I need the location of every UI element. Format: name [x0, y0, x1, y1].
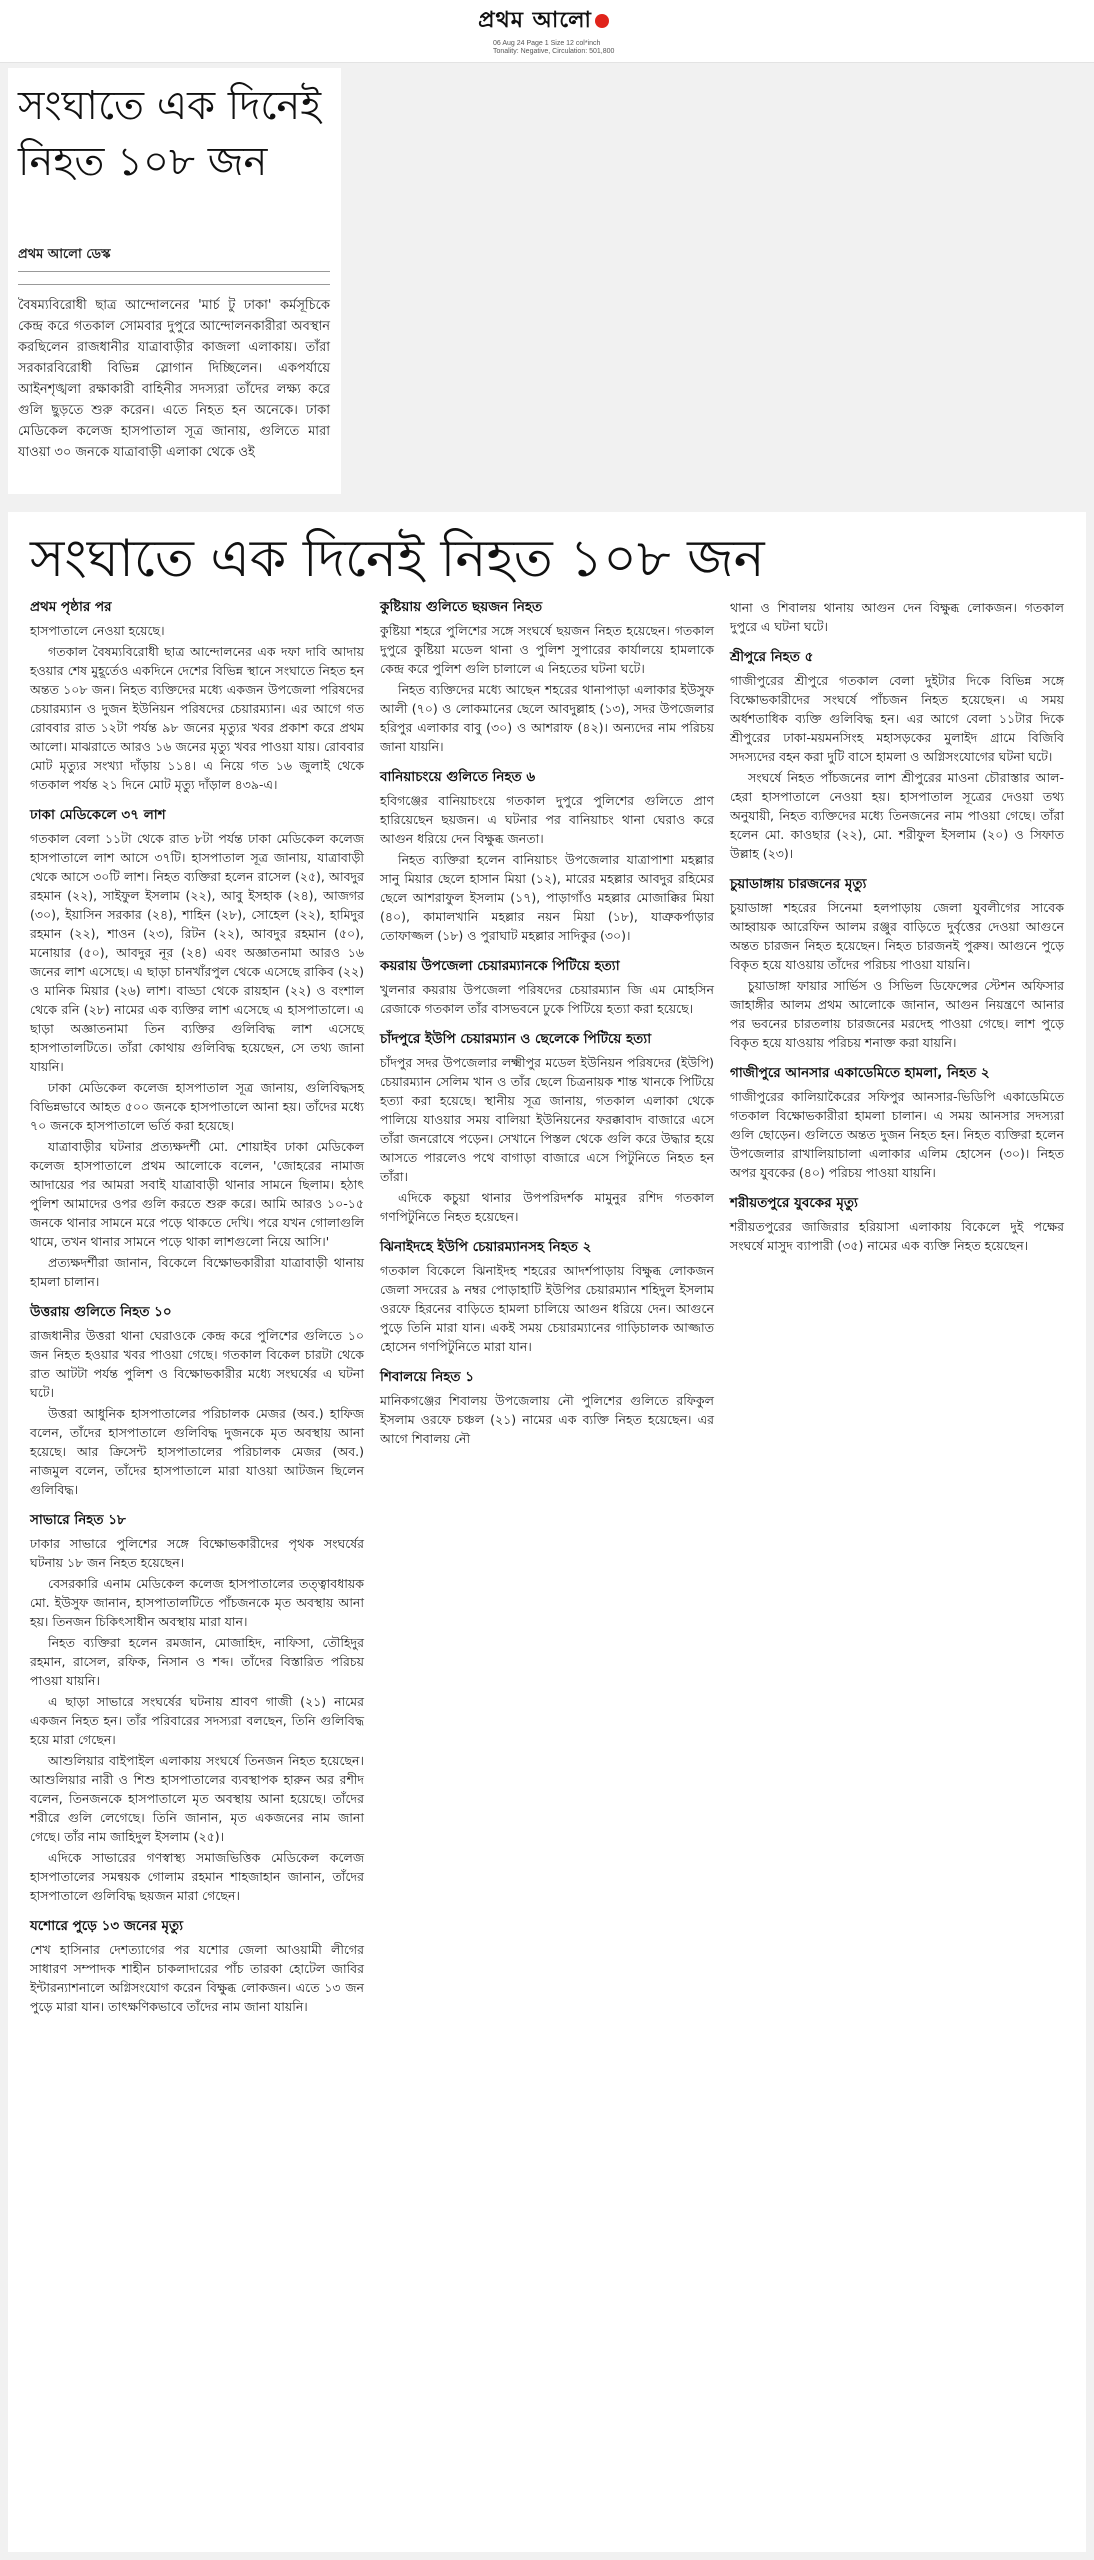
- section-subheading: গাজীপুরে আনসার একাডেমিতে হামলা, নিহত ২: [730, 1065, 990, 1081]
- article-paragraph: চুয়াডাঙ্গা শহরের সিনেমা হলপাড়ায় জেলা যুবলীগের সাবেক আহ্বায়ক আরেফিন আলম রঞ্জুর বাড়িতে দুর্বৃত্তের দেওয়া আগুনে অন্তত চারজন নিহত হয়েছেন। নিহত চারজনই পুরুষ। আগুনে পুড়ে বিকৃত হয়ে যাওয়ায় তাঁদের পরিচয় পাওয়া যায়নি।: [730, 900, 1064, 972]
- article-paragraph: ঢাকার সাভারে পুলিশের সঙ্গে বিক্ষোভকারীদের পৃথক সংঘর্ষের ঘটনায় ১৮ জন নিহত হয়েছেন।: [30, 1536, 364, 1570]
- article-paragraph: গতকাল বৈষম্যবিরোধী ছাত্র আন্দোলনের এক দফা দাবি আদায় হওয়ার শেষ মুহূর্তেও একদিনে দেশের বিভিন্ন স্থানে সংঘাতে নিহত হন অন্তত ১০৮ জন। নিহত ব্যক্তিদের মধ্যে একজন উপজেলা পরিষদের চেয়ারম্যান ও দুজন ইউনিয়ন পরিষদের চেয়ারম্যান। এর আগে গত রোববার রাত ১২টা পর্যন্ত ৯৮ জনের মৃত্যুর খবর প্রকাশ করে প্রথম আলো। মাঝরাতে আরও ১৬ জনের মৃত্যু খবর পাওয়া যায়। রোববার মোট মৃত্যুর সংখ্যা দাঁড়ায় ১১৪। এ নিয়ে গত ১৬ জুলাই থেকে গতকাল পর্যন্ত ২১ দিনে মোট মৃত্যু দাঁড়াল ৪৩৯-এ।: [30, 644, 364, 792]
- clipping-meta: [493, 40, 614, 56]
- article-column-1: [30, 598, 364, 2018]
- article-paragraph: ঢাকা মেডিকেল কলেজ হাসপাতাল সূত্র জানায়, গুলিবিদ্ধসহ বিভিন্নভাবে আহত ৫০০ জনকে হাসপাতালে আনা হয়। তাঁদের মধ্যে ৭০ জনকে হাসপাতালে ভর্তি করা হয়েছে।: [30, 1080, 364, 1133]
- article-paragraph: চাঁদপুর সদর উপজেলার লক্ষ্মীপুর মডেল ইউনিয়ন পরিষদের (ইউপি) চেয়ারম্যান সেলিম খান ও তাঁর ছেলে চিত্রনায়ক শান্ত খানকে পিটিয়ে হত্যা করা হয়েছে। স্থানীয় সূত্র জানায়, গতকাল এলাকা থেকে পালিয়ে যাওয়ার সময় বালিয়া ইউনিয়নের ফরক্কাবাদ বাজারে এসে তাঁরা জনরোষে পড়েন। সেখানে পিস্তল থেকে গুলি করে উদ্ধার হয়ে আসতে পারলেও পথে বাগাড়া বাজারে এসে পিটুনিতে নিহত হন তাঁরা।: [380, 1055, 714, 1184]
- article-paragraph: নিহত ব্যক্তিরা হলেন রমজান, মোজাহিদ, নাফিসা, তৌহিদুর রহমান, রাসেল, রফিক, নিসান ও শব্দ। তাঁদের বিস্তারিত পরিচয় পাওয়া যায়নি।: [30, 1635, 364, 1688]
- meta-line: Tonality: Negative, Circulation: 501,800: [493, 48, 615, 55]
- article-paragraph: গাজীপুরের শ্রীপুরে গতকাল বেলা দুইটার দিকে বিভিন্ন সঙ্গে বিক্ষোভকারীদের সংঘর্ষে পাঁচজন নিহত হয়েছেন। এ সময় অর্ধশতাধিক ব্যক্তি গুলিবিদ্ধ হন। এর আগে বেলা ১১টার দিকে শ্রীপুরের ঢাকা-ময়মনসিংহ মহাসড়কের মুলাইদ গ্রামে বিজিবি সদস্যদের বহন করা দুটি বাসে হামলা ও অগ্নিসংযোগের ঘটনা ঘটে।: [730, 673, 1064, 764]
- article-paragraph: রাজধানীর উত্তরা থানা ঘেরাওকে কেন্দ্র করে পুলিশের গুলিতে ১০ জন নিহত হওয়ার খবর পাওয়া গেছে। গতকাল বিকেল চারটা থেকে রাত আটটা পর্যন্ত পুলিশ ও বিক্ষোভকারীর মধ্যে সংঘর্ষের এ ঘটনা ঘটে।: [30, 1328, 364, 1400]
- article-paragraph: এদিকে সাভারের গণস্বাস্থ্য সমাজভিত্তিক মেডিকেল কলেজ হাসপাতালের সমন্বয়ক গোলাম রহমান শাহজাহান জানান, তাঁদের হাসপাতালে গুলিবিদ্ধ ছয়জন মারা গেছেন।: [30, 1850, 364, 1903]
- section-subheading: চুয়াডাঙ্গায় চারজনের মৃত্যু: [730, 876, 867, 892]
- front-paragraph: বৈষম্যবিরোধী ছাত্র আন্দোলনের 'মার্চ টু ঢাকা' কর্মসূচিকে কেন্দ্র করে গতকাল সোমবার দুপুরে আন্দোলনকারীরা অবস্থান করছিলেন রাজধানীর যাত্রাবাড়ীর কাজলা এলাকায়। তাঁরা সরকারবিরোধী বিভিন্ন স্লোগান দিচ্ছিলেন। একপর্যায়ে আইনশৃঙ্খলা রক্ষাকারী বাহিনীর সদস্যরা তাঁদের লক্ষ্য করে গুলি ছুড়তে শুরু করেন। এতে নিহত হন অনেকে। ঢাকা মেডিকেল কলেজ হাসপাতাল সূত্র জানায়, গুলিতে মারা যাওয়া ৩০ জনকে যাত্রাবাড়ী এলাকা থেকে ওই: [18, 298, 330, 460]
- section-subheading: প্রথম পৃষ্ঠার পর: [30, 599, 112, 615]
- section-subheading: উত্তরায় গুলিতে নিহত ১০: [30, 1304, 172, 1320]
- section-subheading: সাভারে নিহত ১৮: [30, 1512, 126, 1528]
- article-paragraph: শরীয়তপুরের জাজিরার হরিয়াসা এলাকায় বিকেলে দুই পক্ষের সংঘর্ষে মাসুদ ব্যাপারী (৩৫) নামের এক ব্যক্তি নিহত হয়েছেন।: [730, 1219, 1064, 1253]
- article-paragraph: সংঘর্ষে নিহত পাঁচজনের লাশ শ্রীপুরের মাওনা চৌরাস্তার আল-হেরা হাসপাতালে নেওয়া হয়। হাসপাতাল সূত্রের দেওয়া তথ্য অনুযায়ী, নিহত ব্যক্তিদের মধ্যে তিনজনের নাম পাওয়া গেছে। তাঁরা হলেন মো. কাওছার (২২), মো. শরীফুল ইসলাম (২০) ও সিফাত উল্লাহ (২৩)।: [730, 770, 1064, 861]
- section-subheading: শরীয়তপুরে যুবকের মৃত্যু: [730, 1195, 858, 1211]
- article-paragraph: হবিগঞ্জের বানিয়াচংয়ে গতকাল দুপুরে পুলিশের গুলিতে প্রাণ হারিয়েছেন ছয়জন। এ ঘটনার পর বানিয়াচং থানা ঘেরাও করে আগুন ধরিয়ে দেন বিক্ষুব্ধ জনতা।: [380, 793, 714, 846]
- article-paragraph: নিহত ব্যক্তিদের মধ্যে আছেন শহরের থানাপাড়া এলাকার ইউসুফ আলী (৭০) ও লোকমানের ছেলে আবদুল্লাহ (১৩), সদর উপজেলার হরিপুর এলাকার বাবু (৩০) ও আশরাফ (৪২)। অন্যদের নাম পরিচয় জানা যায়নি।: [380, 682, 714, 754]
- divider: [18, 271, 330, 272]
- front-page-clipping: [8, 68, 341, 494]
- byline: প্রথম আলো ডেস্ক: [18, 247, 111, 262]
- section-subheading: কয়রায় উপজেলা চেয়ারম্যানকে পিটিয়ে হত্যা: [380, 958, 620, 974]
- article-paragraph: খুলনার কয়রায় উপজেলা পরিষদের চেয়ারম্যান জি এম মোহসিন রেজাকে গতকাল তাঁর বাসভবনে ঢুকে পিটিয়ে হত্যা করা হয়েছে।: [380, 982, 714, 1016]
- article-column-3: [730, 598, 1064, 1257]
- front-headline: সংঘাতে এক দিনেই নিহত ১০৮ জন: [18, 83, 322, 185]
- article-paragraph: এদিকে কচুয়া থানার উপপরিদর্শক মামুনুর রশিদ গতকাল গণপিটুনিতে নিহত হয়েছেন।: [380, 1190, 714, 1224]
- meta-line: 06 Aug 24 Page 1 Size 12 col*inch: [493, 40, 601, 47]
- article-paragraph: গতকাল বেলা ১১টা থেকে রাত ৮টা পর্যন্ত ঢাকা মেডিকেল কলেজ হাসপাতালে লাশ আসে ৩৭টি। হাসপাতাল সূত্র জানায়, যাত্রাবাড়ী থেকে আসে ৩০টি লাশ। নিহত ব্যক্তিরা হলেন রাসেল (২৫), আবদুর রহমান (২২), সাইফুল ইসলাম (২২), আবু ইসহাক (২৪), আজগর (৩০), ইয়াসিন সরকার (২৪), শাহিন (২৮), সোহেল (২২), হামিদুর রহমান (২২), শাওন (২৩), রিটন (২২), আবদুর রহমান (৫০), মনোয়ার (৫০), আবদুর নূর (২৪) এবং অজ্ঞাতনামা আরও ১৬ জনের লাশ এসেছে। এ ছাড়া চানখাঁরপুল থেকে এসেছে রাকিব (২২) ও মানিক মিয়ার (২৬) লাশ। বাড্ডা থেকে রায়হান (২২) ও বংশাল থেকে রনি (২৮) নামের এক ব্যক্তির লাশ এসেছে এ হাসপাতালে। এ ছাড়া অজ্ঞাতনামা তিন ব্যক্তির গুলিবিদ্ধ লাশ এসেছে হাসপাতালটিতে। তাঁরা কোথায় গুলিবিদ্ধ হয়েছেন, সে তথ্য জানা যায়নি।: [30, 831, 364, 1074]
- article-paragraph: প্রত্যক্ষদর্শীরা জানান, বিকেলে বিক্ষোভকারীরা যাত্রাবাড়ী থানায় হামলা চালান।: [30, 1255, 364, 1289]
- section-subheading: কুষ্টিয়ায় গুলিতে ছয়জন নিহত: [380, 599, 543, 615]
- section-subheading: ঢাকা মেডিকেলে ৩৭ লাশ: [30, 807, 166, 823]
- article-paragraph: উত্তরা আধুনিক হাসপাতালের পরিচালক মেজর (অব.) হাফিজ বলেন, তাঁদের হাসপাতালে গুলিবিদ্ধ দুজনকে মৃত অবস্থায় আনা হয়েছে। আর ক্রিসেন্ট হাসপাতালের পরিচালক মেজর (অব.) নাজমুল বলেন, তাঁদের হাসপাতালে মারা যাওয়া আটজন ছিলেন গুলিবিদ্ধ।: [30, 1406, 364, 1497]
- article-paragraph: এ ছাড়া সাভারে সংঘর্ষের ঘটনায় শ্রাবণ গাজী (২১) নামের একজন নিহত হন। তাঁর পরিবারের সদস্যরা বলছেন, তিনি গুলিবিদ্ধ হয়ে মারা গেছেন।: [30, 1694, 364, 1747]
- article-paragraph: যাত্রাবাড়ীর ঘটনার প্রত্যক্ষদর্শী মো. শোয়াইব ঢাকা মেডিকেল কলেজ হাসপাতালে প্রথম আলোকে বলেন, 'জোহরের নামাজ আদায়ের পর আমরা সবাই যাত্রাবাড়ী থানার সামনে ছিলাম। হঠাৎ পুলিশ আমাদের ওপর গুলি করতে শুরু করে। আমি আরও ১০-১৫ জনকে থানার সামনে মরে পড়ে থাকতে দেখি। পরে যখন গোলাগুলি থামে, তখন থানার সামনে পড়ে থাকা লাশগুলো নিয়ে আসি।': [30, 1139, 364, 1249]
- section-subheading: শিবালয়ে নিহত ১: [380, 1369, 475, 1385]
- sun-icon: [595, 14, 609, 28]
- article-paragraph: হাসপাতালে নেওয়া হয়েছে।: [30, 623, 165, 638]
- section-subheading: ঝিনাইদহে ইউপি চেয়ারম্যানসহ নিহত ২: [380, 1239, 592, 1255]
- article-paragraph: থানা ও শিবালয় থানায় আগুন দেন বিক্ষুব্ধ লোকজন। গতকাল দুপুরে এ ঘটনা ঘটে।: [730, 600, 1064, 634]
- newspaper-logo: [470, 6, 620, 36]
- front-body: [18, 295, 330, 463]
- inside-headline: সংঘাতে এক দিনেই নিহত ১০৮ জন: [30, 529, 765, 589]
- article-paragraph: আশুলিয়ার বাইপাইল এলাকায় সংঘর্ষে তিনজন নিহত হয়েছেন। আশুলিয়ার নারী ও শিশু হাসপাতালের ব্যবস্থাপক হারুন অর রশীদ বলেন, তিনজনকে হাসপাতালে মৃত অবস্থায় আনা হয়েছে। তাঁদের শরীরে গুলি লেগেছে। তিনি জানান, মৃত একজনের নাম জানা গেছে। তাঁর নাম জাহিদুল ইসলাম (২৫)।: [30, 1753, 364, 1844]
- inside-page-clipping: [8, 512, 1086, 2552]
- article-paragraph: বেসরকারি এনাম মেডিকেল কলেজ হাসপাতালের তত্ত্বাবধায়ক মো. ইউসুফ জানান, হাসপাতালটিতে পাঁচজনকে মৃত অবস্থায় আনা হয়। তিনজন চিকিৎসাধীন অবস্থায় মারা যান।: [30, 1576, 364, 1629]
- article-column-2: [380, 598, 714, 1450]
- article-paragraph: শেখ হাসিনার দেশত্যাগের পর যশোর জেলা আওয়ামী লীগের সাধারণ সম্পাদক শাহীন চাকলাদারের পাঁচ তারকা হোটেল জাবির ইন্টারন্যাশনালে অগ্নিসংযোগ করেন বিক্ষুব্ধ লোকজন। এতে ১৩ জন পুড়ে মারা যান। তাৎক্ষণিকভাবে তাঁদের নাম জানা যায়নি।: [30, 1942, 364, 2014]
- section-subheading: চাঁদপুরে ইউপি চেয়ারম্যান ও ছেলেকে পিটিয়ে হত্যা: [380, 1031, 652, 1047]
- article-paragraph: কুষ্টিয়া শহরে পুলিশের সঙ্গে সংঘর্ষে ছয়জন নিহত হয়েছেন। গতকাল দুপুরে কুষ্টিয়া মডেল থানা ও পুলিশ সুপারের কার্যালয়ে হামলাকে কেন্দ্র করে পুলিশ গুলি চালালে এ নিহতের ঘটনা ঘটে।: [380, 623, 714, 676]
- divider: [18, 284, 330, 285]
- section-subheading: বানিয়াচংয়ে গুলিতে নিহত ৬: [380, 769, 536, 785]
- article-paragraph: গাজীপুরের কালিয়াকৈরের সফিপুর আনসার-ভিডিপি একাডেমিতে গতকাল বিক্ষোভকারীরা হামলা চালান। এ সময় আনসার সদস্যরা গুলি ছোড়েন। গুলিতে অন্তত দুজন নিহত হন। নিহত ব্যক্তিরা হলেন উপজেলার রাখালিয়াচালা এলাকার এলিম হোসেন (৩০)। নিহত অপর যুবকের (৪০) পরিচয় পাওয়া যায়নি।: [730, 1089, 1064, 1180]
- masthead: [0, 0, 1094, 63]
- article-paragraph: মানিকগঞ্জের শিবালয় উপজেলায় নৌ পুলিশের গুলিতে রফিকুল ইসলাম ওরফে চঞ্চল (২১) নামের এক ব্যক্তি নিহত হয়েছেন। এর আগে শিবালয় নৌ: [380, 1393, 714, 1446]
- section-subheading: যশোরে পুড়ে ১৩ জনের মৃত্যু: [30, 1918, 184, 1934]
- article-paragraph: গতকাল বিকেলে ঝিনাইদহ শহরের আদর্শপাড়ায় বিক্ষুব্ধ লোকজন জেলা সদরের ৯ নম্বর পোড়াহাটি ইউপির চেয়ারম্যান শহিদুল ইসলাম ওরফে হিরনের বাড়িতে হামলা চালিয়ে আগুন ধরিয়ে দেন। আগুনে পুড়ে তিনি মারা যান। একই সময় চেয়ারম্যানের গাড়িচালক আজ্জাত হোসেন গণপিটুনিতে মারা যান।: [380, 1263, 714, 1354]
- section-subheading: শ্রীপুরে নিহত ৫: [730, 649, 814, 665]
- article-paragraph: নিহত ব্যক্তিরা হলেন বানিয়াচং উপজেলার যাত্রাপাশা মহল্লার সানু মিয়ার ছেলে হাসান মিয়া (১২), মারের মহল্লার আবদুর রহিমের ছেলে আশরাফুল ইসলাম (১৭), পাড়াগাঁও মহল্লার মোজাক্কির মিয়া (৪০), কামালখানি মহল্লার নয়ন মিয়া (১৮), যাত্রুকর্পাড়ার তোফাজ্জল (১৮) ও পুরাঘাট মহল্লার সাদিকুর (৩০)।: [380, 852, 714, 943]
- article-paragraph: চুয়াডাঙ্গা ফায়ার সার্ভিস ও সিভিল ডিফেন্সের স্টেশন অফিসার জাহাঙ্গীর আলম প্রথম আলোকে জানান, আগুন নিয়ন্ত্রণে আনার পর ভবনের চারতলায় চারজনের মরদেহ পাওয়া গেছে। লাশ পুড়ে বিকৃত হয়ে যাওয়ায় পরিচয় শনাক্ত করা যায়নি।: [730, 978, 1064, 1050]
- logo-text: প্রথম আলো: [478, 6, 592, 33]
